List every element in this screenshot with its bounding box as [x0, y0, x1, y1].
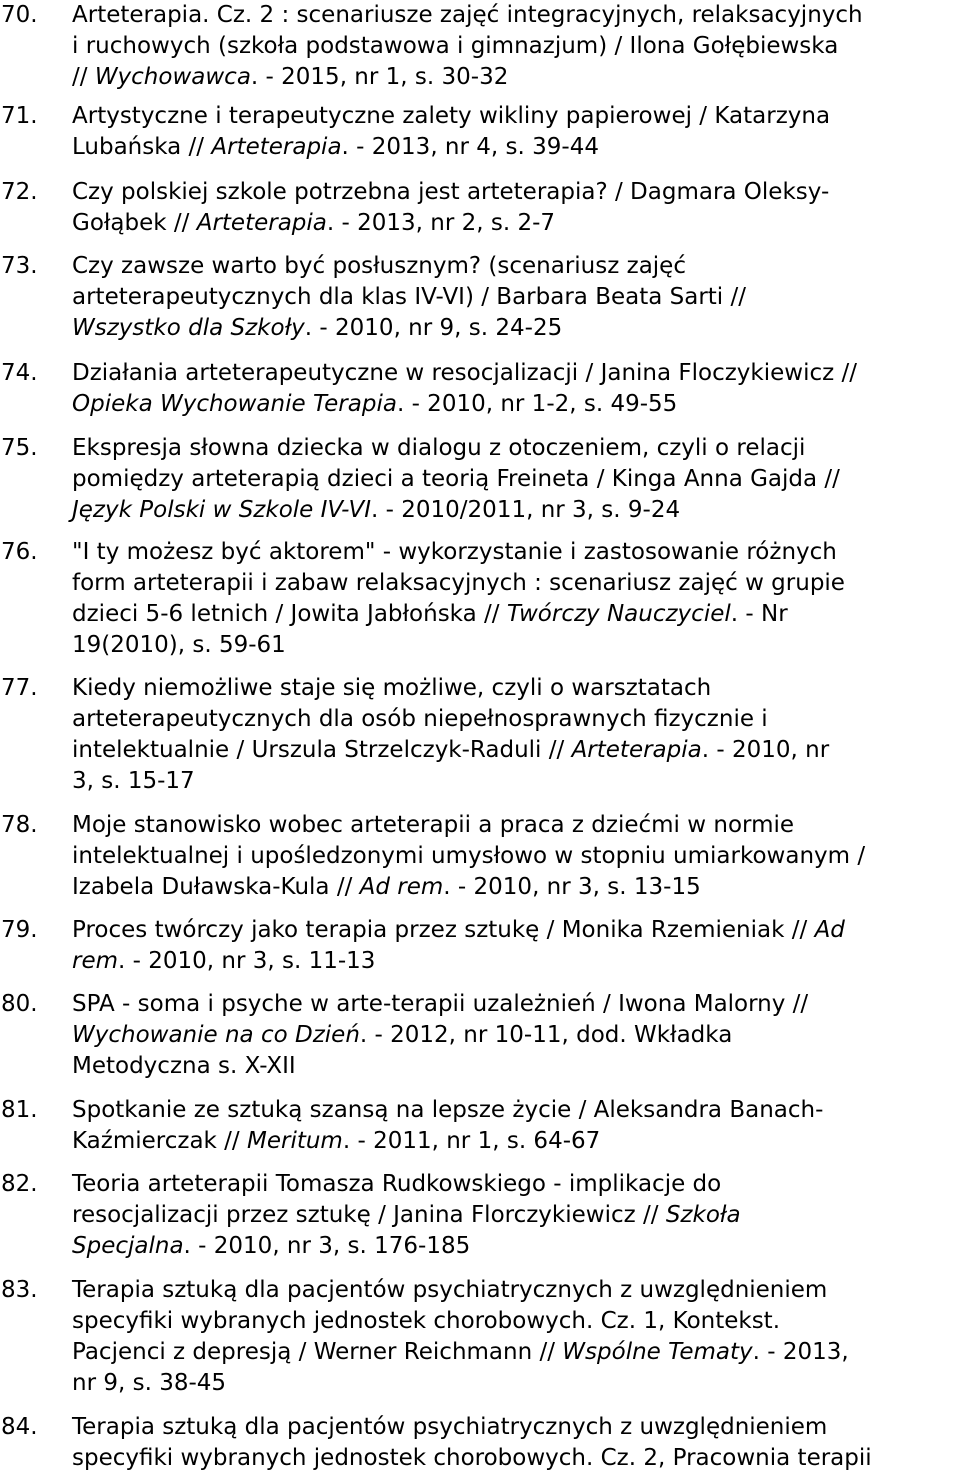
bibliography-entry	[0, 537, 958, 661]
entry-line	[72, 132, 958, 163]
entry-text: Terapia sztuką dla pacjentów psychiatrycznych z uwzględnieniem	[72, 1277, 828, 1303]
entry-number: 75.	[1, 435, 38, 461]
entry-line	[72, 1231, 958, 1262]
entry-line	[72, 841, 958, 872]
entry-number: 72.	[1, 179, 38, 205]
entry-number: 70.	[1, 2, 38, 28]
entry-text: . - 2012, nr 10-11, dod. Wkładka	[359, 1022, 733, 1048]
entry-number: 78.	[1, 812, 38, 838]
entry-text: Czy polskiej szkole potrzebna jest arteterapia? / Dagmara Oleksy-	[72, 179, 830, 205]
entry-text: dzieci 5-6 letnich / Jowita Jabłońska //	[72, 601, 507, 627]
bibliography-entry	[0, 915, 958, 977]
entry-text: arteterapeutycznych dla osób niepełnosprawnych fizycznie i	[72, 706, 768, 732]
entry-line	[72, 766, 958, 797]
entry-number: 77.	[1, 675, 38, 701]
entry-line	[72, 31, 958, 62]
journal-title: Język Polski w Szkole IV-VI	[72, 497, 372, 523]
entry-line	[72, 389, 958, 420]
bibliography-entry	[0, 251, 958, 344]
entry-text: specyfiki wybranych jednostek chorobowych. Cz. 1, Kontekst.	[72, 1308, 781, 1334]
entry-text: Pacjenci z depresją / Werner Reichmann //	[72, 1339, 563, 1365]
entry-number: 81.	[1, 1097, 38, 1123]
entry-text: i ruchowych (szkoła podstawowa i gimnazjum) / Ilona Gołębiewska	[72, 33, 839, 59]
journal-title: Twórczy Nauczyciel	[506, 601, 731, 627]
entry-text: . - 2010, nr 3, s. 13-15	[443, 874, 701, 900]
entry-line	[72, 313, 958, 344]
entry-line	[72, 1126, 958, 1157]
entry-number: 82.	[1, 1171, 38, 1197]
entry-text: pomiędzy arteterapią dzieci a teorią Freineta / Kinga Anna Gajda //	[72, 466, 840, 492]
journal-title: Ad rem	[359, 874, 444, 900]
journal-title: Opieka Wychowanie Terapia	[72, 391, 397, 417]
entry-number: 79.	[1, 917, 38, 943]
entry-line	[72, 946, 958, 977]
entry-text: . - 2010/2011, nr 3, s. 9-24	[371, 497, 681, 523]
entry-text: Arteterapia. Cz. 2 : scenariusze zajęć integracyjnych, relaksacyjnych	[72, 2, 863, 28]
entry-line	[72, 1306, 958, 1337]
entry-line	[72, 0, 958, 31]
journal-title: rem	[72, 948, 119, 974]
bibliography-entry	[0, 989, 958, 1082]
entry-line	[72, 872, 958, 903]
entry-text: Izabela Duławska-Kula //	[72, 874, 360, 900]
entry-text: 3, s. 15-17	[72, 768, 195, 794]
entry-line	[72, 810, 958, 841]
journal-title: Specjalna	[72, 1233, 184, 1259]
entry-line	[72, 1169, 958, 1200]
entry-line	[72, 1020, 958, 1051]
entry-number: 74.	[1, 360, 38, 386]
entry-line	[72, 1412, 958, 1443]
entry-text: intelektualnej i upośledzonymi umysłowo w stopniu umiarkowanym /	[72, 843, 866, 869]
entry-line	[72, 62, 958, 93]
entry-line	[72, 568, 958, 599]
entry-text: . - Nr	[730, 601, 788, 627]
entry-text: Działania arteterapeutyczne w resocjalizacji / Janina Floczykiewicz //	[72, 360, 858, 386]
entry-line	[72, 735, 958, 766]
entry-number: 76.	[1, 539, 38, 565]
journal-title: Wspólne Tematy	[562, 1339, 753, 1365]
entry-line	[72, 251, 958, 282]
journal-title: Ad	[814, 917, 845, 943]
entry-line	[72, 177, 958, 208]
entry-line	[72, 537, 958, 568]
entry-number: 80.	[1, 991, 38, 1017]
entry-line	[72, 433, 958, 464]
bibliography-entry	[0, 1095, 958, 1157]
entry-line	[72, 464, 958, 495]
entry-text: . - 2011, nr 1, s. 64-67	[342, 1128, 601, 1154]
bibliography-entry	[0, 810, 958, 903]
entry-text: . - 2013,	[752, 1339, 849, 1365]
entry-text: Metodyczna s. X-XII	[72, 1053, 296, 1079]
entry-number: 73.	[1, 253, 38, 279]
entry-line	[72, 208, 958, 239]
entry-number: 71.	[1, 103, 38, 129]
journal-title: Szkoła	[665, 1202, 741, 1228]
entry-text: //	[72, 64, 95, 90]
bibliography-entry	[0, 358, 958, 420]
journal-title: Meritum	[247, 1128, 343, 1154]
entry-line	[72, 599, 958, 630]
entry-line	[72, 1337, 958, 1368]
entry-text: Proces twórczy jako terapia przez sztukę / Monika Rzemieniak //	[72, 917, 815, 943]
entry-text: SPA - soma i psyche w arte-terapii uzależnień / Iwona Malorny //	[72, 991, 809, 1017]
entry-text: Spotkanie ze sztuką szansą na lepsze życie / Aleksandra Banach-	[72, 1097, 824, 1123]
entry-text: arteterapeutycznych dla klas IV-VI) / Barbara Beata Sarti //	[72, 284, 747, 310]
entry-text: . - 2010, nr 3, s. 11-13	[118, 948, 376, 974]
entry-number: 83.	[1, 1277, 38, 1303]
entry-text: Teoria arteterapii Tomasza Rudkowskiego - implikacje do	[72, 1171, 722, 1197]
journal-title: Wszystko dla Szkoły	[72, 315, 305, 341]
journal-title: Wychowanie na co Dzień	[72, 1022, 360, 1048]
entry-text: . - 2010, nr	[701, 737, 830, 763]
entry-text: form arteterapii i zabaw relaksacyjnych : scenariusz zajęć w grupie	[72, 570, 845, 596]
entry-text: Gołąbek //	[72, 210, 197, 236]
entry-text: Kaźmierczak //	[72, 1128, 247, 1154]
entry-line	[72, 282, 958, 313]
entry-text: intelektualnie / Urszula Strzelczyk-Raduli //	[72, 737, 572, 763]
entry-line	[72, 1051, 958, 1082]
entry-text: Terapia sztuką dla pacjentów psychiatrycznych z uwzględnieniem	[72, 1414, 828, 1440]
bibliography-entry	[0, 1412, 958, 1473]
entry-text: specyfiki wybranych jednostek chorobowych. Cz. 2, Pracownia terapii	[72, 1445, 872, 1471]
entry-line	[72, 358, 958, 389]
entry-text: Czy zawsze warto być posłusznym? (scenariusz zajęć	[72, 253, 686, 279]
entry-line	[72, 1275, 958, 1306]
entry-line	[72, 989, 958, 1020]
entry-text: Kiedy niemożliwe staje się możliwe, czyli o warsztatach	[72, 675, 712, 701]
entry-text: resocjalizacji przez sztukę / Janina Florczykiewicz //	[72, 1202, 666, 1228]
journal-title: Arteterapia	[196, 210, 327, 236]
entry-number: 84.	[1, 1414, 38, 1440]
entry-text: Artystyczne i terapeutyczne zalety wikliny papierowej / Katarzyna	[72, 103, 831, 129]
entry-text: . - 2013, nr 2, s. 2-7	[326, 210, 556, 236]
entry-text: . - 2010, nr 9, s. 24-25	[304, 315, 563, 341]
journal-title: Arteterapia	[211, 134, 342, 160]
entry-line	[72, 1368, 958, 1399]
entry-line	[72, 630, 958, 661]
bibliography-entry	[0, 0, 958, 93]
entry-text: Lubańska //	[72, 134, 212, 160]
bibliography-entry	[0, 673, 958, 797]
entry-text: nr 9, s. 38-45	[72, 1370, 227, 1396]
journal-title: Arteterapia	[571, 737, 702, 763]
entry-text: . - 2015, nr 1, s. 30-32	[250, 64, 509, 90]
entry-line	[72, 1200, 958, 1231]
entry-line	[72, 915, 958, 946]
entry-text: . - 2010, nr 1-2, s. 49-55	[396, 391, 678, 417]
bibliography-entry	[0, 1169, 958, 1262]
entry-line	[72, 495, 958, 526]
entry-line	[72, 1443, 958, 1473]
entry-line	[72, 101, 958, 132]
entry-text: 19(2010), s. 59-61	[72, 632, 286, 658]
entry-text: Ekspresja słowna dziecka w dialogu z otoczeniem, czyli o relacji	[72, 435, 806, 461]
entry-text: "I ty możesz być aktorem" - wykorzystanie i zastosowanie różnych	[72, 539, 837, 565]
bibliography-entry	[0, 177, 958, 239]
entry-line	[72, 704, 958, 735]
bibliography-entry	[0, 101, 958, 163]
entry-line	[72, 1095, 958, 1126]
entry-text: Moje stanowisko wobec arteterapii a praca z dziećmi w normie	[72, 812, 795, 838]
entry-line	[72, 673, 958, 704]
bibliography-entry	[0, 1275, 958, 1399]
journal-title: Wychowawca	[94, 64, 251, 90]
bibliography-entry	[0, 433, 958, 526]
entry-text: . - 2010, nr 3, s. 176-185	[183, 1233, 471, 1259]
entry-text: . - 2013, nr 4, s. 39-44	[341, 134, 599, 160]
